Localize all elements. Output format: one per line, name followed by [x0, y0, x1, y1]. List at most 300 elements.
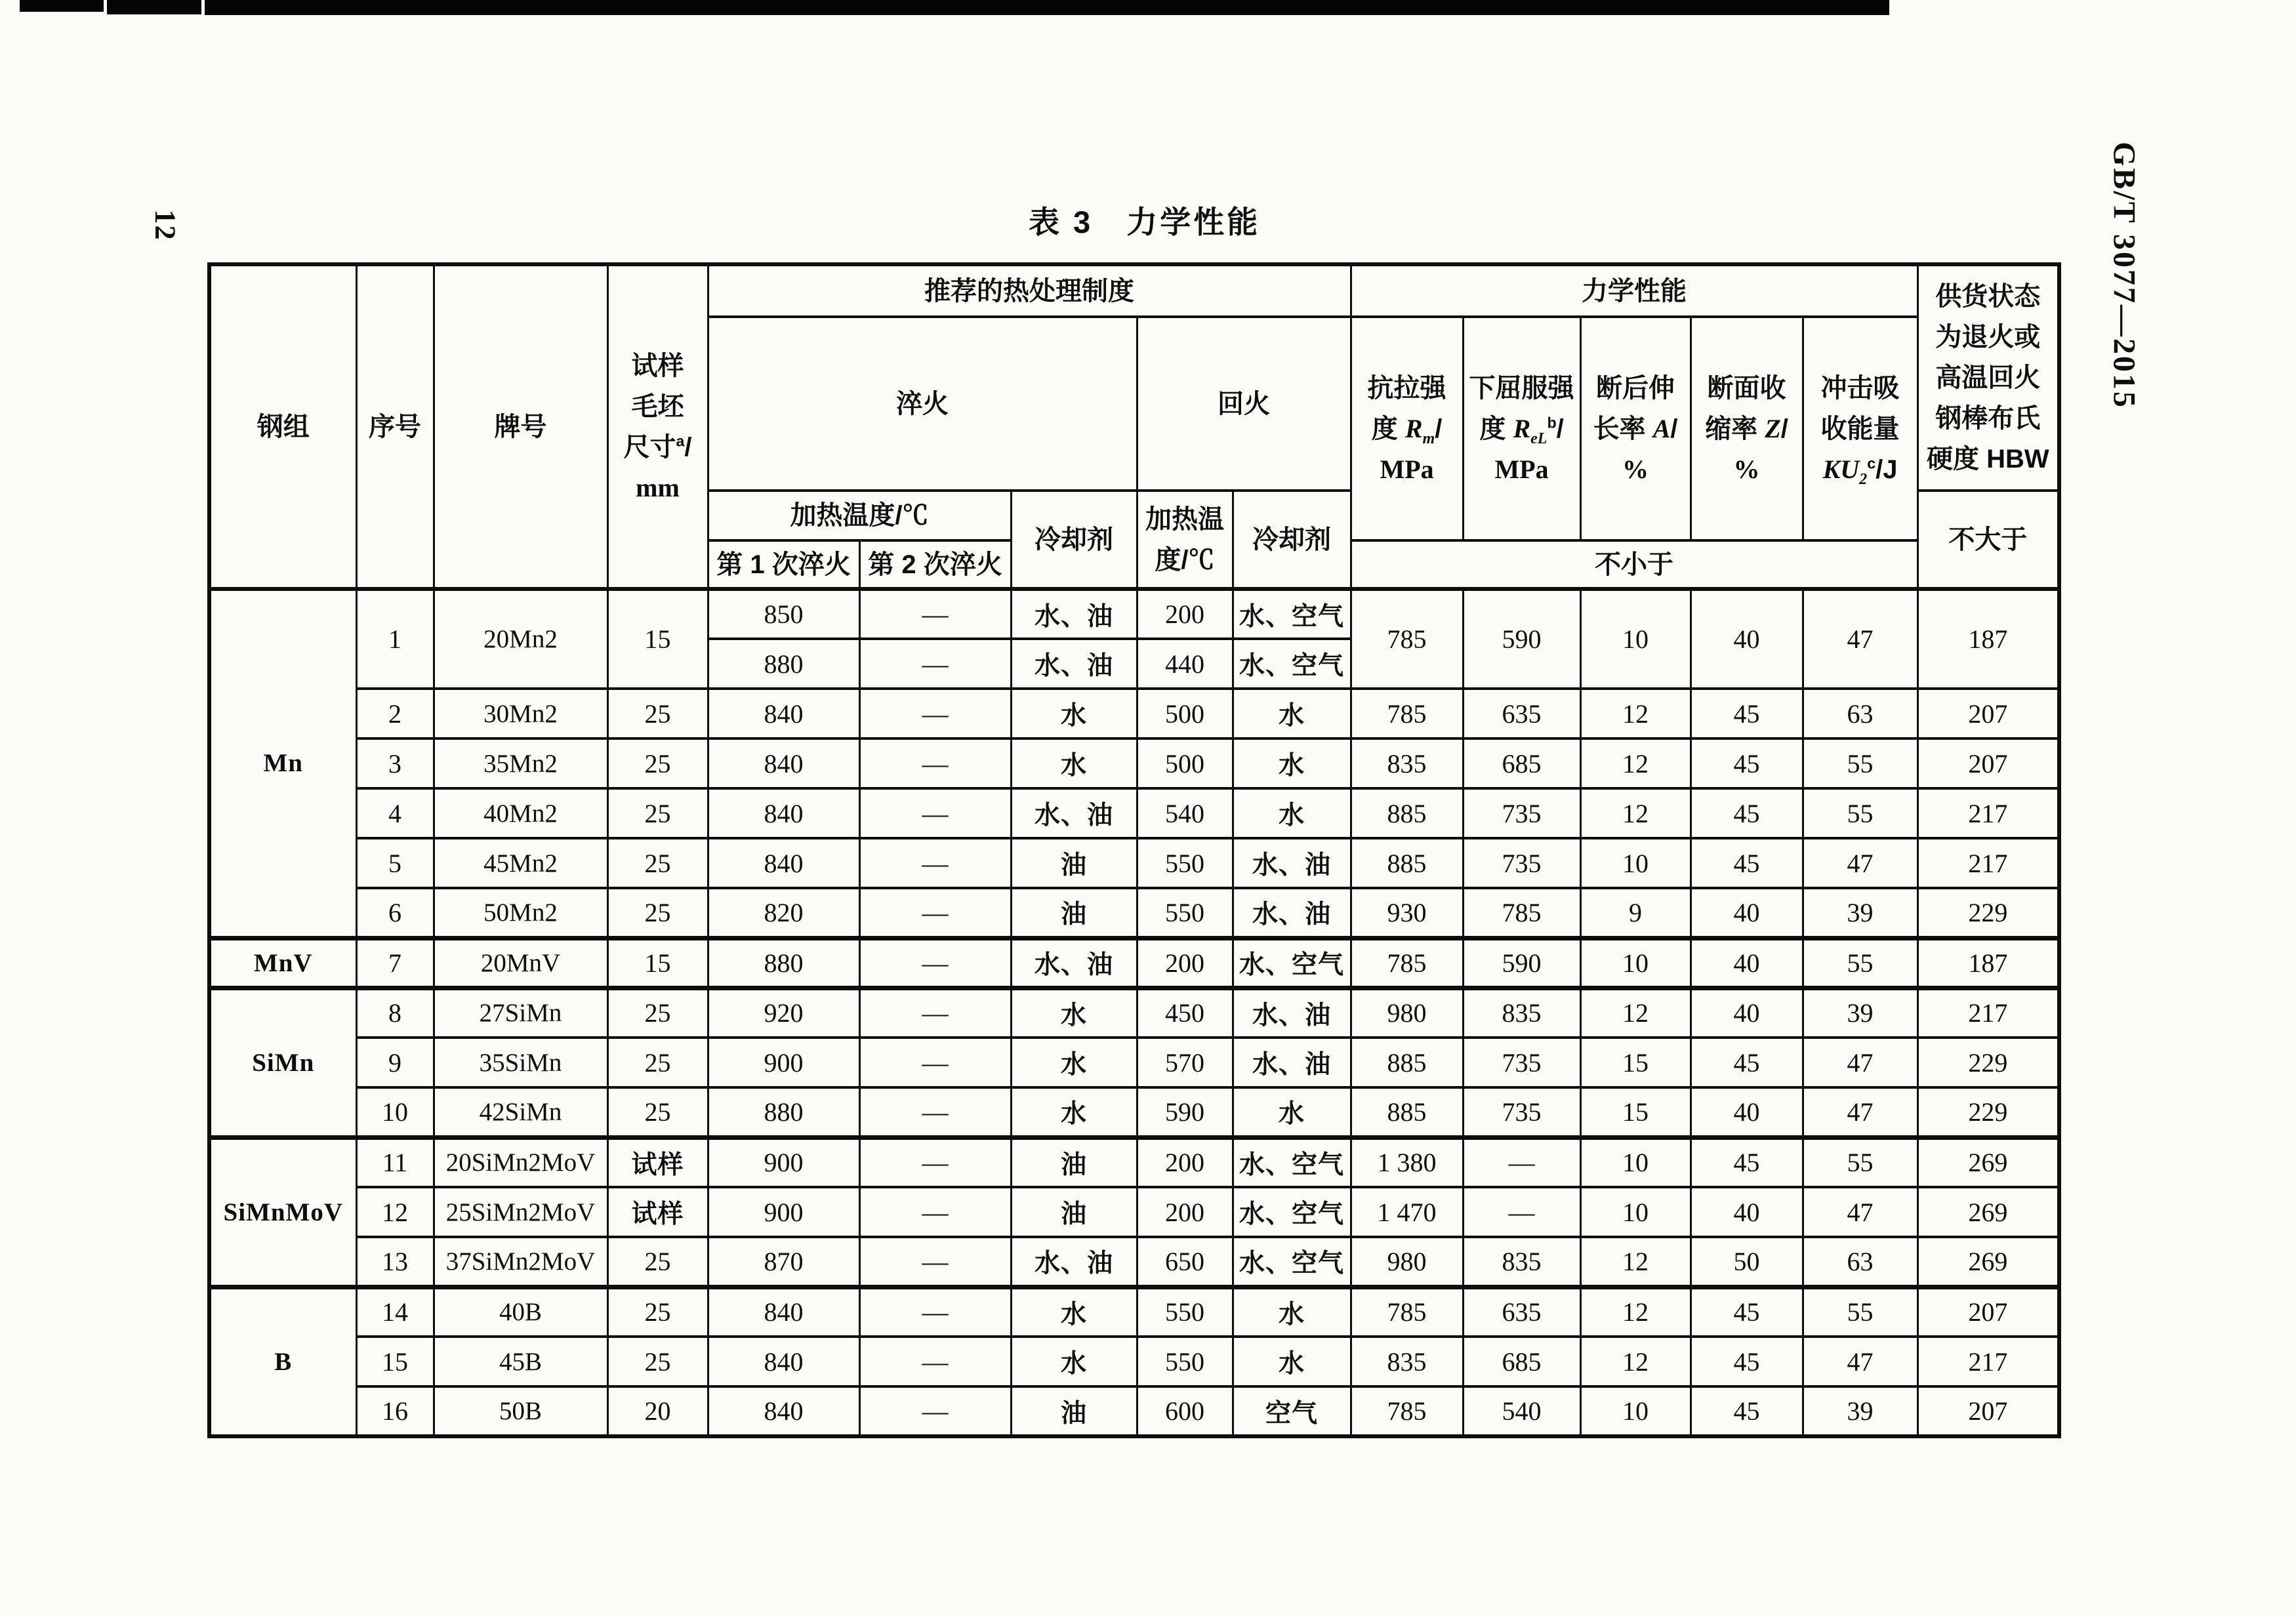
cell-rel: 590	[1463, 589, 1580, 689]
cell-ku: 47	[1803, 1337, 1917, 1386]
cell-temper-temp: 600	[1137, 1386, 1233, 1436]
text-part: 加热温	[1145, 504, 1224, 534]
cell-ku: 39	[1803, 988, 1917, 1038]
text-part: MPa	[1494, 454, 1549, 484]
header-temper: 回火	[1137, 317, 1351, 491]
table-body	[209, 589, 2059, 1436]
cell-grade: 20MnV	[434, 938, 607, 988]
cell-seq: 7	[356, 938, 434, 988]
cell-temper-temp: 550	[1137, 1287, 1233, 1337]
cell-seq: 12	[356, 1187, 434, 1237]
cell-hbw: 207	[1917, 689, 2059, 738]
text-part: 下屈服强	[1469, 373, 1574, 403]
cell-ku: 39	[1803, 888, 1917, 938]
cell-quench-coolant: 水、油	[1011, 1237, 1137, 1287]
cell-a: 10	[1580, 1137, 1691, 1187]
cell-z: 45	[1691, 738, 1803, 788]
cell-quench-coolant: 水、油	[1011, 938, 1137, 988]
cell-rel: 590	[1463, 938, 1580, 988]
cell-temper-temp: 550	[1137, 1337, 1233, 1386]
cell-hbw: 269	[1917, 1237, 2059, 1287]
cell-temper-temp: 200	[1137, 589, 1233, 639]
table-row	[209, 1237, 2059, 1287]
cell-quench2-temp: —	[859, 888, 1011, 938]
cell-quench-coolant: 油	[1011, 1187, 1137, 1237]
table-row	[209, 1386, 2059, 1436]
cell-size: 25	[607, 888, 708, 938]
cell-rm: 885	[1351, 1087, 1463, 1137]
cell-size: 25	[607, 738, 708, 788]
cell-rm: 980	[1351, 988, 1463, 1038]
cell-temper-coolant: 水	[1233, 788, 1351, 838]
cell-ku: 47	[1803, 589, 1917, 689]
header-mechanical: 力学性能	[1351, 264, 1917, 317]
header-seq: 序号	[356, 264, 434, 589]
cell-quench-coolant: 水、油	[1011, 589, 1137, 639]
cell-seq: 3	[356, 738, 434, 788]
cell-seq: 9	[356, 1038, 434, 1087]
header-steel-group: 钢组	[209, 264, 356, 589]
header-not-less-than: 不小于	[1351, 540, 1917, 589]
header-second-quench: 第 2 次淬火	[859, 540, 1011, 589]
cell-hbw: 229	[1917, 888, 2059, 938]
cell-rel: 635	[1463, 689, 1580, 738]
cell-ku: 47	[1803, 1187, 1917, 1237]
cell-a: 12	[1580, 1237, 1691, 1287]
cell-seq: 13	[356, 1237, 434, 1287]
cell-hbw: 217	[1917, 788, 2059, 838]
cell-hbw: 269	[1917, 1137, 2059, 1187]
cell-temper-coolant: 水	[1233, 1087, 1351, 1137]
cell-size: 15	[607, 938, 708, 988]
cell-seq: 11	[356, 1137, 434, 1187]
cell-temper-temp: 590	[1137, 1087, 1233, 1137]
cell-ku: 47	[1803, 1087, 1917, 1137]
text-part: %	[1622, 454, 1649, 484]
cell-quench1-temp: 880	[708, 938, 859, 988]
text-part: 钢棒布氏	[1935, 404, 2041, 433]
cell-quench1-temp: 840	[708, 738, 859, 788]
cell-z: 45	[1691, 1137, 1803, 1187]
cell-a: 10	[1580, 938, 1691, 988]
cell-a: 15	[1580, 1038, 1691, 1087]
cell-grade: 20Mn2	[434, 589, 607, 689]
cell-grade: 45B	[434, 1337, 607, 1386]
cell-hbw: 207	[1917, 1386, 2059, 1436]
table-row	[209, 738, 2059, 788]
cell-quench2-temp: —	[859, 689, 1011, 738]
cell-z: 45	[1691, 1386, 1803, 1436]
cell-hbw: 269	[1917, 1187, 2059, 1237]
cell-a: 12	[1580, 738, 1691, 788]
cell-z: 45	[1691, 1287, 1803, 1337]
table-row	[209, 988, 2059, 1038]
cell-quench2-temp: —	[859, 639, 1011, 689]
cell-rel: 735	[1463, 1038, 1580, 1087]
cell-size: 试样	[607, 1187, 708, 1237]
cell-group: MnV	[209, 938, 356, 988]
cell-hbw: 229	[1917, 1038, 2059, 1087]
cell-grade: 35Mn2	[434, 738, 607, 788]
cell-quench1-temp: 880	[708, 639, 859, 689]
cell-rm: 785	[1351, 589, 1463, 689]
cell-temper-temp: 550	[1137, 888, 1233, 938]
cell-temper-temp: 440	[1137, 639, 1233, 689]
table-header	[209, 264, 2059, 589]
cell-group: B	[209, 1287, 356, 1436]
text-part: 长率 A/	[1593, 413, 1678, 443]
cell-rm: 785	[1351, 1287, 1463, 1337]
cell-rm: 980	[1351, 1237, 1463, 1287]
cell-temper-temp: 500	[1137, 738, 1233, 788]
cell-temper-temp: 550	[1137, 838, 1233, 888]
cell-ku: 55	[1803, 788, 1917, 838]
scan-artifact-bar	[205, 0, 1889, 15]
cell-seq: 6	[356, 888, 434, 938]
cell-seq: 8	[356, 988, 434, 1038]
table-title: 表 3 力学性能	[1029, 205, 1261, 239]
cell-temper-coolant: 水、油	[1233, 838, 1351, 888]
header-first-quench: 第 1 次淬火	[708, 540, 859, 589]
header-sample-size	[607, 264, 708, 589]
cell-size: 25	[607, 788, 708, 838]
cell-a: 10	[1580, 1187, 1691, 1237]
cell-seq: 10	[356, 1087, 434, 1137]
cell-size: 25	[607, 988, 708, 1038]
cell-temper-coolant: 水	[1233, 1287, 1351, 1337]
cell-grade: 35SiMn	[434, 1038, 607, 1087]
table-row	[209, 1038, 2059, 1087]
cell-rm: 785	[1351, 938, 1463, 988]
cell-rel: 685	[1463, 738, 1580, 788]
cell-quench1-temp: 920	[708, 988, 859, 1038]
text-part: 断后伸	[1596, 373, 1675, 403]
header-delivery-hardness	[1917, 264, 2059, 491]
cell-size: 试样	[607, 1137, 708, 1187]
cell-quench1-temp: 850	[708, 589, 859, 639]
cell-quench1-temp: 820	[708, 888, 859, 938]
cell-temper-coolant: 水	[1233, 738, 1351, 788]
cell-temper-temp: 500	[1137, 689, 1233, 738]
cell-z: 40	[1691, 1187, 1803, 1237]
cell-size: 25	[607, 689, 708, 738]
text-part: 度/℃	[1155, 545, 1215, 575]
text-part: %	[1733, 454, 1760, 484]
cell-quench2-temp: —	[859, 1038, 1011, 1087]
cell-rm: 885	[1351, 838, 1463, 888]
table-row	[209, 938, 2059, 988]
cell-ku: 55	[1803, 738, 1917, 788]
cell-quench-coolant: 水	[1011, 1087, 1137, 1137]
standard-code-label: GB/T 3077—2015	[2106, 142, 2142, 409]
table-row	[209, 1087, 2059, 1137]
text-part: $KU_2^c/J$	[1822, 454, 1898, 488]
cell-temper-coolant: 水、油	[1233, 988, 1351, 1038]
mechanical-properties-table	[207, 262, 2061, 1438]
cell-temper-coolant: 水、空气	[1233, 589, 1351, 639]
text-part: 抗拉强	[1367, 373, 1446, 403]
cell-quench-coolant: 水	[1011, 1038, 1137, 1087]
text-part: 收能量	[1820, 414, 1900, 443]
cell-hbw: 187	[1917, 938, 2059, 988]
cell-quench2-temp: —	[859, 589, 1011, 639]
cell-quench-coolant: 水、油	[1011, 639, 1137, 689]
cell-grade: 30Mn2	[434, 689, 607, 738]
cell-seq: 15	[356, 1337, 434, 1386]
cell-hbw: 217	[1917, 988, 2059, 1038]
cell-rel: 685	[1463, 1337, 1580, 1386]
header-quench-coolant: 冷却剂	[1011, 491, 1137, 589]
cell-quench-coolant: 水	[1011, 1337, 1137, 1386]
cell-z: 40	[1691, 988, 1803, 1038]
cell-z: 45	[1691, 1038, 1803, 1087]
cell-ku: 63	[1803, 689, 1917, 738]
cell-quench2-temp: —	[859, 738, 1011, 788]
cell-ku: 47	[1803, 1038, 1917, 1087]
cell-quench1-temp: 900	[708, 1038, 859, 1087]
text-part: 度 $R_m/$	[1371, 413, 1443, 447]
text-part: 供货状态	[1935, 282, 2041, 311]
cell-size: 15	[607, 589, 708, 689]
cell-quench1-temp: 840	[708, 838, 859, 888]
text-part: 断面收	[1707, 373, 1786, 403]
cell-rel: 735	[1463, 1087, 1580, 1137]
header-elongation	[1580, 317, 1691, 540]
cell-z: 40	[1691, 1087, 1803, 1137]
cell-a: 10	[1580, 838, 1691, 888]
cell-a: 12	[1580, 788, 1691, 838]
table-row	[209, 1287, 2059, 1337]
text-part: 为退火或	[1935, 323, 2041, 352]
cell-temper-temp: 540	[1137, 788, 1233, 838]
text-part: 冲击吸	[1820, 373, 1900, 403]
cell-quench1-temp: 840	[708, 1386, 859, 1436]
cell-a: 12	[1580, 689, 1691, 738]
cell-quench-coolant: 水	[1011, 738, 1137, 788]
cell-z: 45	[1691, 689, 1803, 738]
cell-seq: 4	[356, 788, 434, 838]
cell-grade: 25SiMn2MoV	[434, 1187, 607, 1237]
scan-artifact-bar	[20, 0, 104, 12]
cell-quench1-temp: 840	[708, 788, 859, 838]
cell-quench2-temp: —	[859, 1337, 1011, 1386]
cell-z: 45	[1691, 838, 1803, 888]
text-part: 尺寸$^a$/	[623, 432, 692, 462]
cell-z: 45	[1691, 1337, 1803, 1386]
header-reduction-of-area	[1691, 317, 1803, 540]
cell-rm: 835	[1351, 738, 1463, 788]
cell-size: 25	[607, 1237, 708, 1287]
cell-temper-coolant: 空气	[1233, 1386, 1351, 1436]
cell-grade: 40Mn2	[434, 788, 607, 838]
cell-a: 12	[1580, 988, 1691, 1038]
cell-hbw: 187	[1917, 589, 2059, 689]
header-grade: 牌号	[434, 264, 607, 589]
cell-temper-coolant: 水、油	[1233, 888, 1351, 938]
cell-temper-temp: 650	[1137, 1237, 1233, 1287]
table-row	[209, 888, 2059, 938]
cell-temper-temp: 450	[1137, 988, 1233, 1038]
cell-z: 40	[1691, 888, 1803, 938]
cell-rm: 1 380	[1351, 1137, 1463, 1187]
cell-size: 25	[607, 1038, 708, 1087]
text-part: 度 $R_{eL}^b/$	[1479, 413, 1564, 447]
cell-temper-temp: 200	[1137, 1187, 1233, 1237]
cell-quench-coolant: 油	[1011, 1137, 1137, 1187]
cell-z: 40	[1691, 938, 1803, 988]
cell-quench2-temp: —	[859, 1386, 1011, 1436]
cell-grade: 40B	[434, 1287, 607, 1337]
text-part: MPa	[1380, 454, 1434, 484]
cell-rm: 785	[1351, 1386, 1463, 1436]
cell-z: 50	[1691, 1237, 1803, 1287]
cell-rel: 785	[1463, 888, 1580, 938]
header-impact-energy	[1803, 317, 1917, 540]
table-row	[209, 838, 2059, 888]
cell-rm: 885	[1351, 788, 1463, 838]
cell-grade: 20SiMn2MoV	[434, 1137, 607, 1187]
text-part: 试样	[631, 351, 684, 380]
cell-temper-coolant: 水、空气	[1233, 1137, 1351, 1187]
header-temper-coolant: 冷却剂	[1233, 491, 1351, 589]
cell-ku: 55	[1803, 1287, 1917, 1337]
cell-z: 40	[1691, 589, 1803, 689]
cell-rel: 835	[1463, 1237, 1580, 1287]
cell-group: SiMnMoV	[209, 1137, 356, 1287]
cell-quench1-temp: 870	[708, 1237, 859, 1287]
cell-seq: 1	[356, 589, 434, 689]
cell-ku: 55	[1803, 938, 1917, 988]
cell-rm: 1 470	[1351, 1187, 1463, 1237]
cell-rm: 885	[1351, 1038, 1463, 1087]
cell-rel: 540	[1463, 1386, 1580, 1436]
cell-quench2-temp: —	[859, 1237, 1011, 1287]
cell-quench-coolant: 水	[1011, 1287, 1137, 1337]
cell-quench-coolant: 水	[1011, 988, 1137, 1038]
cell-temper-temp: 200	[1137, 938, 1233, 988]
cell-a: 12	[1580, 1287, 1691, 1337]
cell-temper-coolant: 水、空气	[1233, 938, 1351, 988]
text-part: 缩率 Z/	[1705, 413, 1788, 443]
cell-a: 12	[1580, 1337, 1691, 1386]
cell-temper-coolant: 水、空气	[1233, 1187, 1351, 1237]
cell-temper-coolant: 水	[1233, 1337, 1351, 1386]
cell-quench1-temp: 840	[708, 1287, 859, 1337]
cell-temper-temp: 200	[1137, 1137, 1233, 1187]
table-row	[209, 589, 2059, 639]
cell-quench-coolant: 油	[1011, 888, 1137, 938]
cell-size: 25	[607, 1337, 708, 1386]
cell-group: SiMn	[209, 988, 356, 1137]
cell-seq: 5	[356, 838, 434, 888]
header-quench: 淬火	[708, 317, 1137, 491]
table-row	[209, 1137, 2059, 1187]
cell-hbw: 207	[1917, 738, 2059, 788]
cell-quench2-temp: —	[859, 1087, 1011, 1137]
text-part: 硬度 HBW	[1926, 445, 2049, 474]
cell-rel: 835	[1463, 988, 1580, 1038]
cell-quench2-temp: —	[859, 788, 1011, 838]
cell-rel: 735	[1463, 788, 1580, 838]
cell-rm: 785	[1351, 689, 1463, 738]
cell-quench-coolant: 油	[1011, 1386, 1137, 1436]
table-row	[209, 788, 2059, 838]
cell-hbw: 229	[1917, 1087, 2059, 1137]
table-row	[209, 1337, 2059, 1386]
cell-quench1-temp: 900	[708, 1187, 859, 1237]
cell-size: 20	[607, 1386, 708, 1436]
cell-ku: 47	[1803, 838, 1917, 888]
cell-quench-coolant: 油	[1011, 838, 1137, 888]
cell-quench-coolant: 水	[1011, 689, 1137, 738]
cell-rel: 735	[1463, 838, 1580, 888]
cell-a: 15	[1580, 1087, 1691, 1137]
cell-rm: 930	[1351, 888, 1463, 938]
cell-ku: 55	[1803, 1137, 1917, 1187]
cell-hbw: 217	[1917, 1337, 2059, 1386]
cell-size: 25	[607, 1287, 708, 1337]
cell-rel: 635	[1463, 1287, 1580, 1337]
page-number: 12	[149, 209, 182, 241]
cell-grade: 50B	[434, 1386, 607, 1436]
cell-grade: 37SiMn2MoV	[434, 1237, 607, 1287]
cell-grade: 45Mn2	[434, 838, 607, 888]
text-part: 毛坯	[631, 392, 684, 421]
cell-seq: 14	[356, 1287, 434, 1337]
cell-grade: 42SiMn	[434, 1087, 607, 1137]
table-row	[209, 1187, 2059, 1237]
header-not-greater-than: 不大于	[1917, 491, 2059, 589]
cell-a: 9	[1580, 888, 1691, 938]
cell-ku: 63	[1803, 1237, 1917, 1287]
cell-quench2-temp: —	[859, 1137, 1011, 1187]
cell-size: 25	[607, 838, 708, 888]
cell-ku: 39	[1803, 1386, 1917, 1436]
header-temper-heating-temp	[1137, 491, 1233, 589]
cell-quench1-temp: 840	[708, 1337, 859, 1386]
cell-quench2-temp: —	[859, 1287, 1011, 1337]
cell-grade: 27SiMn	[434, 988, 607, 1038]
header-tensile-strength	[1351, 317, 1463, 540]
cell-quench2-temp: —	[859, 938, 1011, 988]
cell-quench1-temp: 840	[708, 689, 859, 738]
header-heating-temp: 加热温度/℃	[708, 491, 1011, 540]
cell-a: 10	[1580, 1386, 1691, 1436]
cell-rel: —	[1463, 1137, 1580, 1187]
table-row	[209, 689, 2059, 738]
cell-quench2-temp: —	[859, 838, 1011, 888]
cell-size: 25	[607, 1087, 708, 1137]
text-part: 高温回火	[1935, 363, 2041, 392]
cell-grade: 50Mn2	[434, 888, 607, 938]
cell-seq: 16	[356, 1386, 434, 1436]
cell-quench1-temp: 880	[708, 1087, 859, 1137]
cell-hbw: 207	[1917, 1287, 2059, 1337]
cell-quench2-temp: —	[859, 1187, 1011, 1237]
cell-temper-coolant: 水	[1233, 689, 1351, 738]
header-heat-treatment: 推荐的热处理制度	[708, 264, 1351, 317]
header-yield-strength	[1463, 317, 1580, 540]
header-row-1	[209, 264, 2059, 317]
cell-temper-temp: 570	[1137, 1038, 1233, 1087]
scan-artifact-bar	[107, 0, 201, 14]
cell-rm: 835	[1351, 1337, 1463, 1386]
cell-quench1-temp: 900	[708, 1137, 859, 1187]
cell-temper-coolant: 水、油	[1233, 1038, 1351, 1087]
cell-hbw: 217	[1917, 838, 2059, 888]
cell-a: 10	[1580, 589, 1691, 689]
cell-rel: —	[1463, 1187, 1580, 1237]
